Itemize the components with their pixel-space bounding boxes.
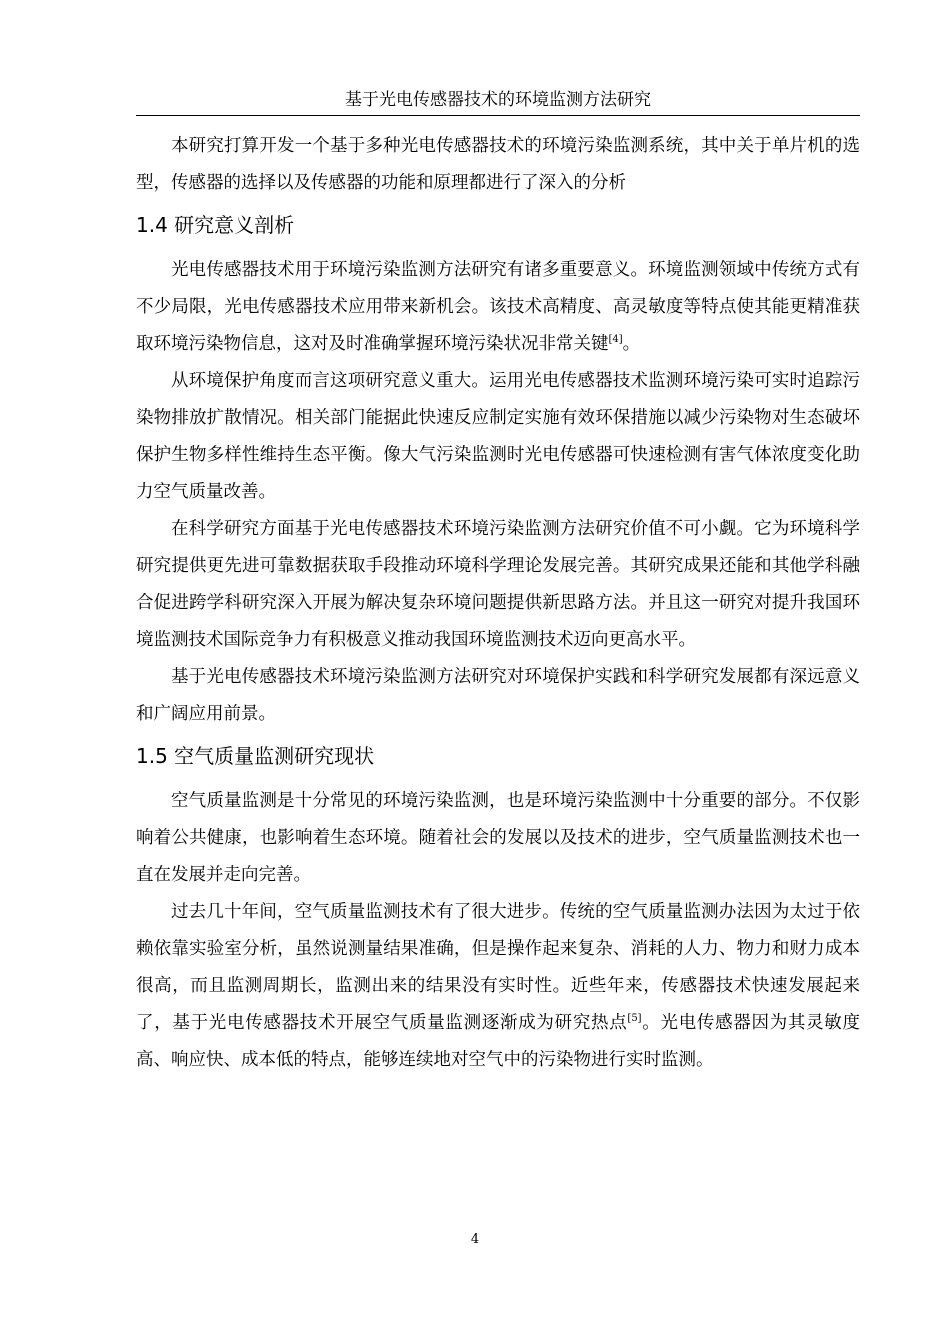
section-heading-1-4: 1.4 研究意义剖析 (136, 213, 295, 237)
paragraph-scientific-research: 在科学研究方面基于光电传感器技术环境污染监测方法研究价值不可小觑。它为环境科学研究提供更先进可靠数据获取手段推动环境科学理论发展完善。其研究成果还能和其他学科融合促进跨学科研究深入开展为解决复杂环境问题提供新思路方法。并且这一研究对提升我国环境监测技术国际竞争力有积极意义推动我国环境监测技术迈向更高水平。 (136, 519, 860, 650)
paragraph-text: 过去几十年间，空气质量监测技术有了很大进步。传统的空气质量监测办法因为太过于依赖依靠实验室分析，虽然说测量结果准确，但是操作起来复杂、消耗的人力、物力和财力成本很高，而且监测周期长，监测出来的结果没有实时性。近些年来，传感器技术快速发展起来了，基于光电传感器技术开展空气质量监测逐渐成为研究热点 (136, 902, 860, 1033)
paragraph-intro-plan: 本研究打算开发一个基于多种光电传感器技术的环境污染监测系统，其中关于单片机的选型，传感器的选择以及传感器的功能和原理都进行了深入的分析 (136, 136, 860, 193)
spacer (136, 202, 860, 210)
spacer (136, 240, 860, 252)
paragraph-text-end: 。 (622, 334, 641, 354)
running-header-title: 基于光电传感器技术的环境监测方法研究 (345, 90, 651, 110)
citation-4[interactable]: [4] (608, 334, 623, 346)
paragraph-air-quality-intro: 空气质量监测是十分常见的环境污染监测，也是环境污染监测中十分重要的部分。不仅影响着公共健康，也影响着生态环境。随着社会的发展以及技术的进步，空气质量监测技术也一直在发展并走向完善。 (136, 791, 860, 885)
paragraph-text: 光电传感器技术用于环境污染监测方法研究有诸多重要意义。环境监测领域中传统方式有不少局限，光电传感器技术应用带来新机会。该技术高精度、高灵敏度等特点使其能更精准获取环境污染物信息，这对及时准确掌握环境污染状况非常关键 (136, 260, 860, 354)
paragraph-text-end: 。光电传感器因为其灵敏度高、响应快、成本低的特点，能够连续地对空气中的污染物进行实时监测。 (136, 1013, 861, 1070)
paragraph-air-quality-history (136, 894, 860, 1079)
citation-5[interactable]: [5] (627, 1013, 642, 1025)
running-header (136, 88, 860, 116)
spacer (136, 771, 860, 783)
paragraph-significance-overview (136, 252, 860, 363)
paragraph-significance-summary: 基于光电传感器技术环境污染监测方法研究对环境保护实践和科学研究发展都有深远意义和广阔应用前景。 (136, 667, 860, 724)
spacer (136, 733, 860, 741)
page-number: 4 (470, 1232, 480, 1247)
paragraph-environmental-protection: 从环境保护角度而言这项研究意义重大。运用光电传感器技术监测环境污染可实时追踪污染物排放扩散情况。相关部门能据此快速反应制定实施有效环保措施以减少污染物对生态破坏保护生物多样性维持生态平衡。像大气污染监测时光电传感器可快速检测有害气体浓度变化助力空气质量改善。 (136, 371, 860, 502)
page-body (136, 128, 860, 1079)
section-heading-1-5: 1.5 空气质量监测研究现状 (136, 744, 375, 768)
